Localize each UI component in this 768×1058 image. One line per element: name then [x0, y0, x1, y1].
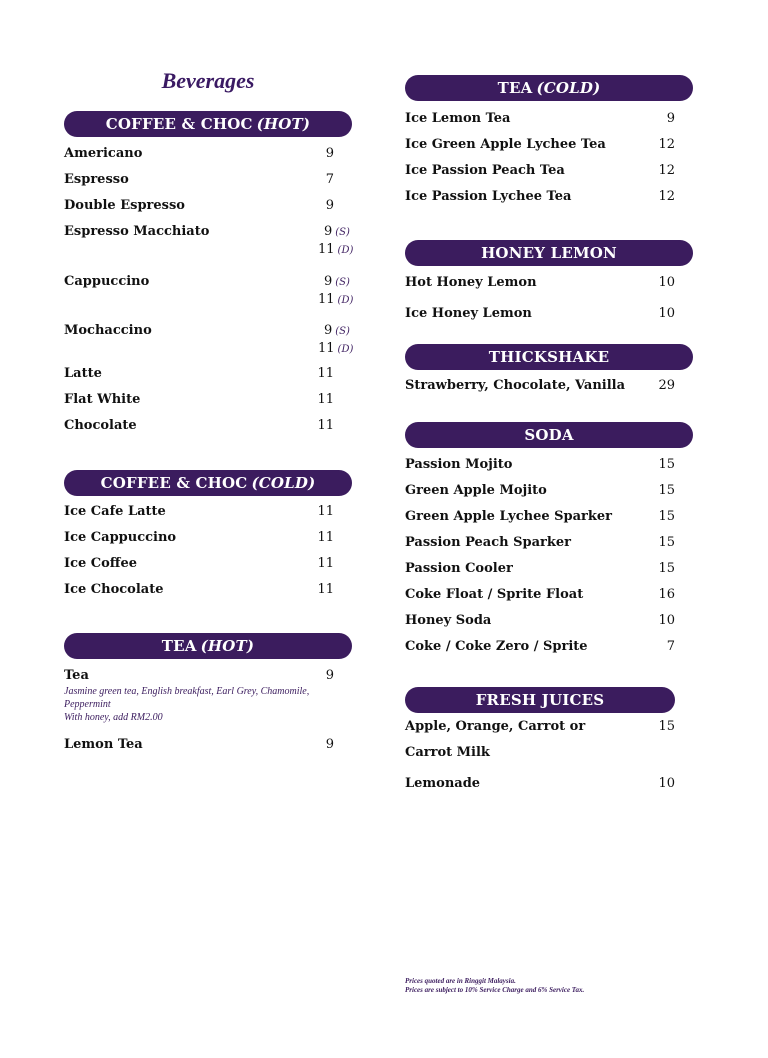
item-description — [64, 685, 354, 724]
coffee-cold-section — [64, 470, 352, 496]
size-label-double: (D) — [337, 245, 354, 256]
section-header-qualifier: (HOT) — [256, 115, 311, 133]
item-name: Ice Passion Peach Tea — [405, 163, 565, 178]
item-price-single — [324, 224, 350, 239]
menu-item — [64, 274, 354, 310]
item-price-single — [324, 323, 350, 338]
section-header-qualifier: (COLD) — [251, 474, 316, 492]
section-header-text: COFFEE & CHOC — [100, 474, 248, 492]
page-title: Beverages — [161, 68, 255, 93]
footnote-line: Prices quoted are in Ringgit Malaysia. — [405, 977, 516, 985]
item-name: Ice Passion Lychee Tea — [405, 189, 572, 204]
item-name: Tea — [64, 668, 89, 683]
item-price: 16 — [658, 587, 675, 602]
item-name: Passion Peach Sparker — [405, 535, 571, 550]
section-header-thickshake — [405, 344, 693, 370]
item-price: 29 — [658, 378, 675, 393]
item-name: Ice Honey Lemon — [405, 306, 532, 321]
item-price: 9 — [666, 111, 675, 126]
item-price: 15 — [658, 509, 675, 524]
price-single: 9 — [324, 274, 333, 289]
size-label-single: (S) — [335, 227, 350, 238]
section-header-text: TEA — [161, 637, 197, 655]
section-header-soda — [405, 422, 693, 448]
section-header-tea-hot — [64, 633, 352, 659]
price-double: 11 — [318, 242, 335, 257]
tea-hot-section — [64, 633, 352, 659]
item-price: 10 — [658, 306, 675, 321]
description-line: Peppermint — [64, 699, 111, 710]
item-price-double — [318, 242, 353, 257]
item-price: 15 — [658, 535, 675, 550]
section-header-coffee-hot — [64, 111, 352, 137]
item-price: 12 — [658, 163, 675, 178]
item-name: Latte — [64, 366, 102, 381]
item-name: Ice Coffee — [64, 556, 138, 571]
item-price: 15 — [658, 561, 675, 576]
tea-cold-section — [405, 75, 693, 101]
item-name: Espresso — [64, 172, 129, 187]
section-header-honey-lemon — [405, 240, 693, 266]
item-name: Mochaccino — [64, 323, 152, 338]
item-name: Passion Mojito — [405, 457, 513, 472]
item-price: 12 — [658, 189, 675, 204]
menu-item — [64, 323, 354, 359]
item-price: 9 — [325, 146, 334, 161]
item-name: Ice Cappuccino — [64, 530, 177, 545]
price-double: 11 — [318, 341, 335, 356]
footnote-line: Prices are subject to 10% Service Charge and 6% Service Tax. — [405, 986, 585, 994]
item-name: Apple, Orange, Carrot or — [405, 719, 586, 734]
item-price-single — [324, 274, 350, 289]
size-label-double: (D) — [337, 295, 354, 306]
item-name: Lemonade — [405, 776, 481, 791]
item-price: 10 — [658, 613, 675, 628]
item-name: Strawberry, Chocolate, Vanilla — [405, 378, 626, 393]
item-price: 11 — [317, 418, 334, 433]
item-price: 9 — [325, 668, 334, 683]
item-name: Coke / Coke Zero / Sprite — [405, 639, 588, 654]
section-header-qualifier: (HOT) — [200, 637, 255, 655]
item-name: Hot Honey Lemon — [405, 275, 537, 290]
item-price: 7 — [666, 639, 675, 654]
item-price: 10 — [658, 776, 675, 791]
item-price: 15 — [658, 719, 675, 734]
coffee-hot-section — [64, 111, 352, 137]
item-name: Ice Green Apple Lychee Tea — [405, 137, 606, 152]
size-label-single: (S) — [335, 326, 350, 337]
price-double: 11 — [318, 292, 335, 307]
size-label-double: (D) — [337, 344, 354, 355]
size-label-single: (S) — [335, 277, 350, 288]
item-name: Chocolate — [64, 418, 137, 433]
item-name: Cappuccino — [64, 274, 150, 289]
section-header-text: TEA — [497, 79, 533, 97]
item-price: 11 — [317, 392, 334, 407]
item-name: Ice Cafe Latte — [64, 504, 166, 519]
item-price: 15 — [658, 457, 675, 472]
item-price: 11 — [317, 366, 334, 381]
item-name: Flat White — [64, 392, 141, 407]
item-name: Ice Lemon Tea — [405, 111, 511, 126]
item-name: Double Espresso — [64, 198, 185, 213]
description-line: With honey, add RM2.00 — [64, 712, 163, 723]
section-header-qualifier: (COLD) — [536, 79, 601, 97]
item-name: Honey Soda — [405, 613, 492, 628]
menu-item — [64, 224, 354, 260]
item-price: 9 — [325, 737, 334, 752]
item-name-line2: Carrot Milk — [405, 745, 490, 760]
item-price: 11 — [317, 530, 334, 545]
item-price: 7 — [325, 172, 334, 187]
item-price: 12 — [658, 137, 675, 152]
section-header-text: FRESH JUICES — [475, 691, 605, 709]
description-line: Jasmine green tea, English breakfast, Earl Grey, Chamomile, — [64, 686, 310, 697]
item-price-double — [318, 341, 353, 356]
item-name: Espresso Macchiato — [64, 224, 210, 239]
item-price: 11 — [317, 556, 334, 571]
item-name: Green Apple Mojito — [405, 483, 547, 498]
item-name: Ice Chocolate — [64, 582, 164, 597]
item-price-double — [318, 292, 353, 307]
item-price: 15 — [658, 483, 675, 498]
item-name: Green Apple Lychee Sparker — [405, 509, 613, 524]
item-price: 11 — [317, 582, 334, 597]
item-price: 10 — [658, 275, 675, 290]
section-header-text: SODA — [524, 426, 574, 444]
fresh-juices-section — [405, 687, 675, 713]
honey-lemon-section — [405, 240, 693, 266]
thickshake-section — [405, 344, 693, 370]
price-footnote — [405, 977, 584, 995]
price-single: 9 — [324, 323, 333, 338]
item-name: Passion Cooler — [405, 561, 513, 576]
section-header-tea-cold — [405, 75, 693, 101]
section-header-text: THICKSHAKE — [488, 348, 610, 366]
price-single: 9 — [324, 224, 333, 239]
item-price: 9 — [325, 198, 334, 213]
item-name: Americano — [64, 146, 143, 161]
item-name: Lemon Tea — [64, 737, 143, 752]
item-name: Coke Float / Sprite Float — [405, 587, 584, 602]
item-price: 11 — [317, 504, 334, 519]
section-header-fresh-juices — [405, 687, 675, 713]
soda-section — [405, 422, 693, 448]
section-header-coffee-cold — [64, 470, 352, 496]
section-header-text: HONEY LEMON — [481, 244, 617, 262]
section-header-text: COFFEE & CHOC — [105, 115, 253, 133]
